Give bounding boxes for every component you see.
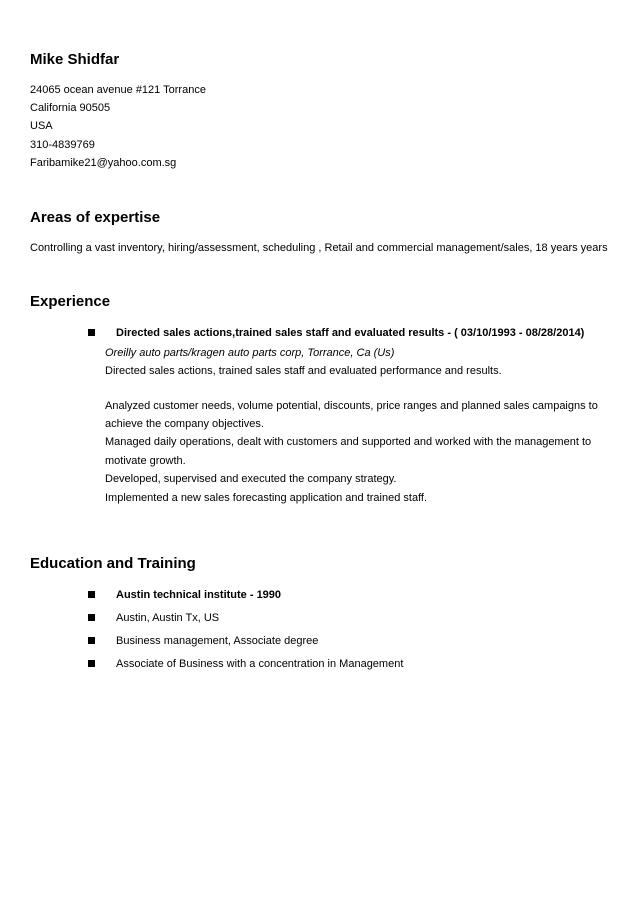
bullet-square-icon bbox=[88, 637, 95, 644]
expertise-text: Controlling a vast inventory, hiring/assessment, scheduling , Retail and commercial management/sales, 18 years years bbox=[30, 242, 608, 254]
degree-concentration: Associate of Business with a concentration in Management bbox=[116, 658, 404, 670]
experience-line: Analyzed customer needs, volume potential, discounts, price ranges and planned sales campaigns to bbox=[105, 400, 598, 412]
company-name: Oreilly auto parts/kragen auto parts corp, Torrance, Ca (Us) bbox=[105, 347, 395, 359]
degree: Business management, Associate degree bbox=[116, 635, 319, 647]
email-address: Faribamike21@yahoo.com.sg bbox=[30, 157, 177, 169]
phone-number: 310-4839769 bbox=[30, 139, 95, 151]
experience-line: motivate growth. bbox=[105, 455, 186, 467]
country: USA bbox=[30, 120, 53, 132]
address-line-1: 24065 ocean avenue #121 Torrance bbox=[30, 84, 206, 96]
address-line-2: California 90505 bbox=[30, 102, 111, 114]
institution-location: Austin, Austin Tx, US bbox=[116, 612, 220, 624]
experience-line: Implemented a new sales forecasting application and trained staff. bbox=[105, 492, 428, 504]
experience-line: Developed, supervised and executed the company strategy. bbox=[105, 473, 397, 485]
education-heading: Education and Training bbox=[30, 555, 196, 572]
job-title: Directed sales actions,trained sales staff and evaluated results - ( 03/10/1993 - 08/28/2014) bbox=[116, 327, 585, 339]
institution-name: Austin technical institute - 1990 bbox=[116, 589, 282, 601]
bullet-square-icon bbox=[88, 660, 95, 667]
candidate-name: Mike Shidfar bbox=[30, 51, 120, 68]
experience-heading: Experience bbox=[30, 293, 111, 310]
experience-line: achieve the company objectives. bbox=[105, 418, 264, 430]
bullet-square-icon bbox=[88, 329, 95, 336]
expertise-heading: Areas of expertise bbox=[30, 209, 161, 226]
bullet-square-icon bbox=[88, 591, 95, 598]
experience-line: Managed daily operations, dealt with customers and supported and worked with the management to bbox=[105, 436, 592, 448]
bullet-square-icon bbox=[88, 614, 95, 621]
experience-line: Directed sales actions, trained sales staff and evaluated performance and results. bbox=[105, 365, 502, 377]
